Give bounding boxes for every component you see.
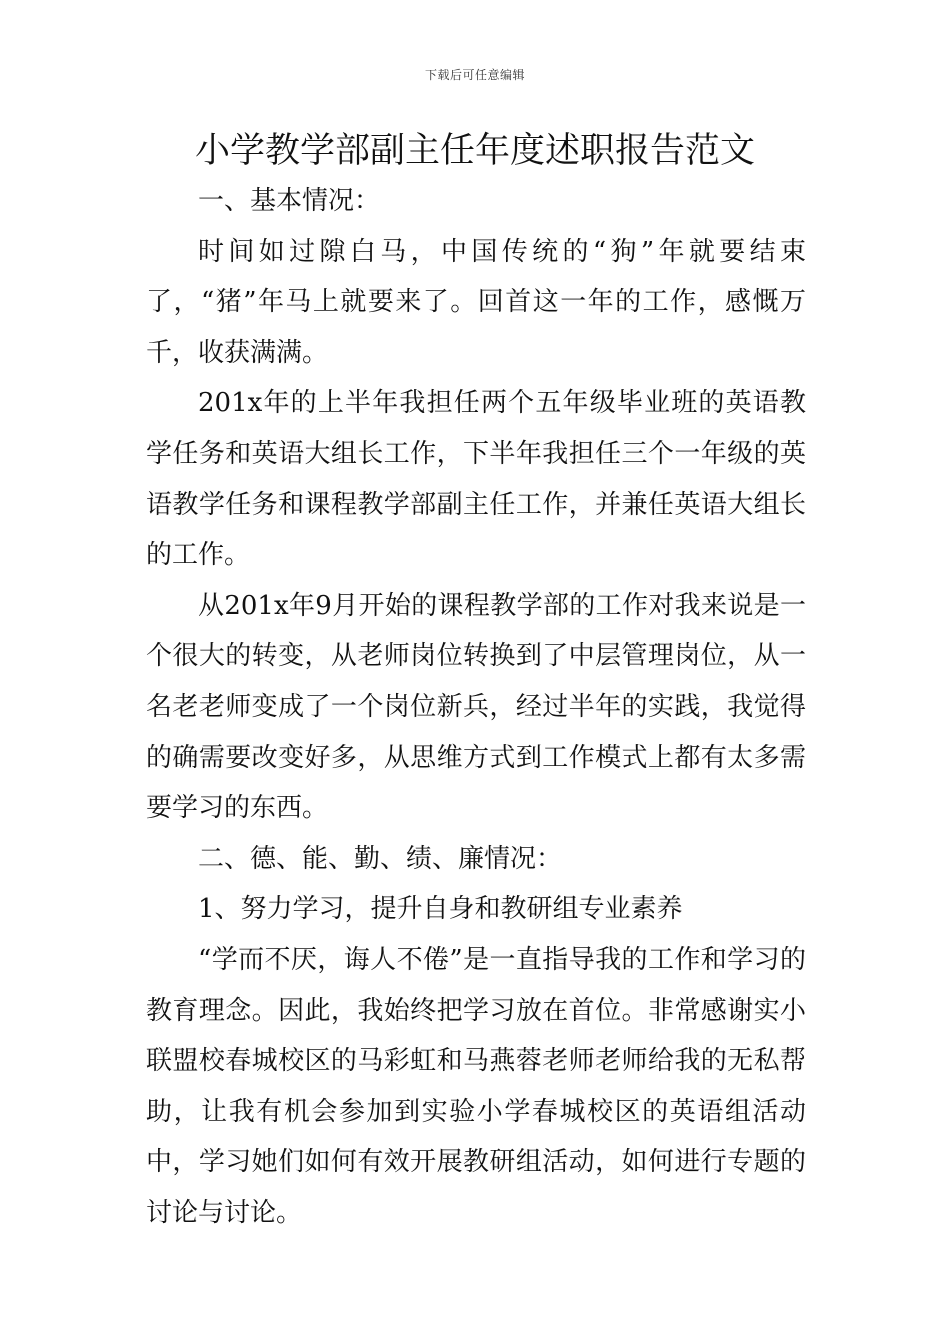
subsection-heading-study: 1、努力学习，提升自身和教研组专业素养: [198, 894, 683, 925]
paragraph: 201x年的上半年我担任两个五年级毕业班的英语教学任务和英语大组长工作，下半年我担任三个一年级的英语教学任务和课程教学部副主任工作，并兼任英语大组长的工作。: [146, 388, 806, 571]
section-heading-performance: 二、德、能、勤、绩、廉情况：: [198, 843, 563, 874]
section-heading-basic-situation: 一、基本情况：: [198, 186, 381, 216]
document-body: [146, 176, 806, 1238]
paragraph: 从201x年9月开始的课程教学部的工作对我来说是一个很大的转变，从老师岗位转换到了中层管理岗位，从一名老老师变成了一个岗位新兵，经过半年的实践，我觉得的确需要改变好多，从思维方式到工作模式上都有太多需要学习的东西。: [146, 590, 806, 824]
paragraph: 时间如过隙白马，中国传统的“狗”年就要结束了，“猪”年马上就要来了。回首这一年的工作，感慨万千，收获满满。: [146, 236, 806, 368]
document-title: 小学教学部副主任年度述职报告范文: [194, 131, 755, 171]
header-note: 下载后可任意编辑: [424, 68, 525, 82]
paragraph: “学而不厌，诲人不倦”是一直指导我的工作和学习的教育理念。因此，我始终把学习放在首位。非常感谢实小联盟校春城校区的马彩虹和马燕蓉老师老师给我的无私帮助，让我有机会参加到实验小学春城校区的英语组活动中，学习她们如何有效开展教研组活动，如何进行专题的讨论与讨论。: [146, 944, 806, 1228]
